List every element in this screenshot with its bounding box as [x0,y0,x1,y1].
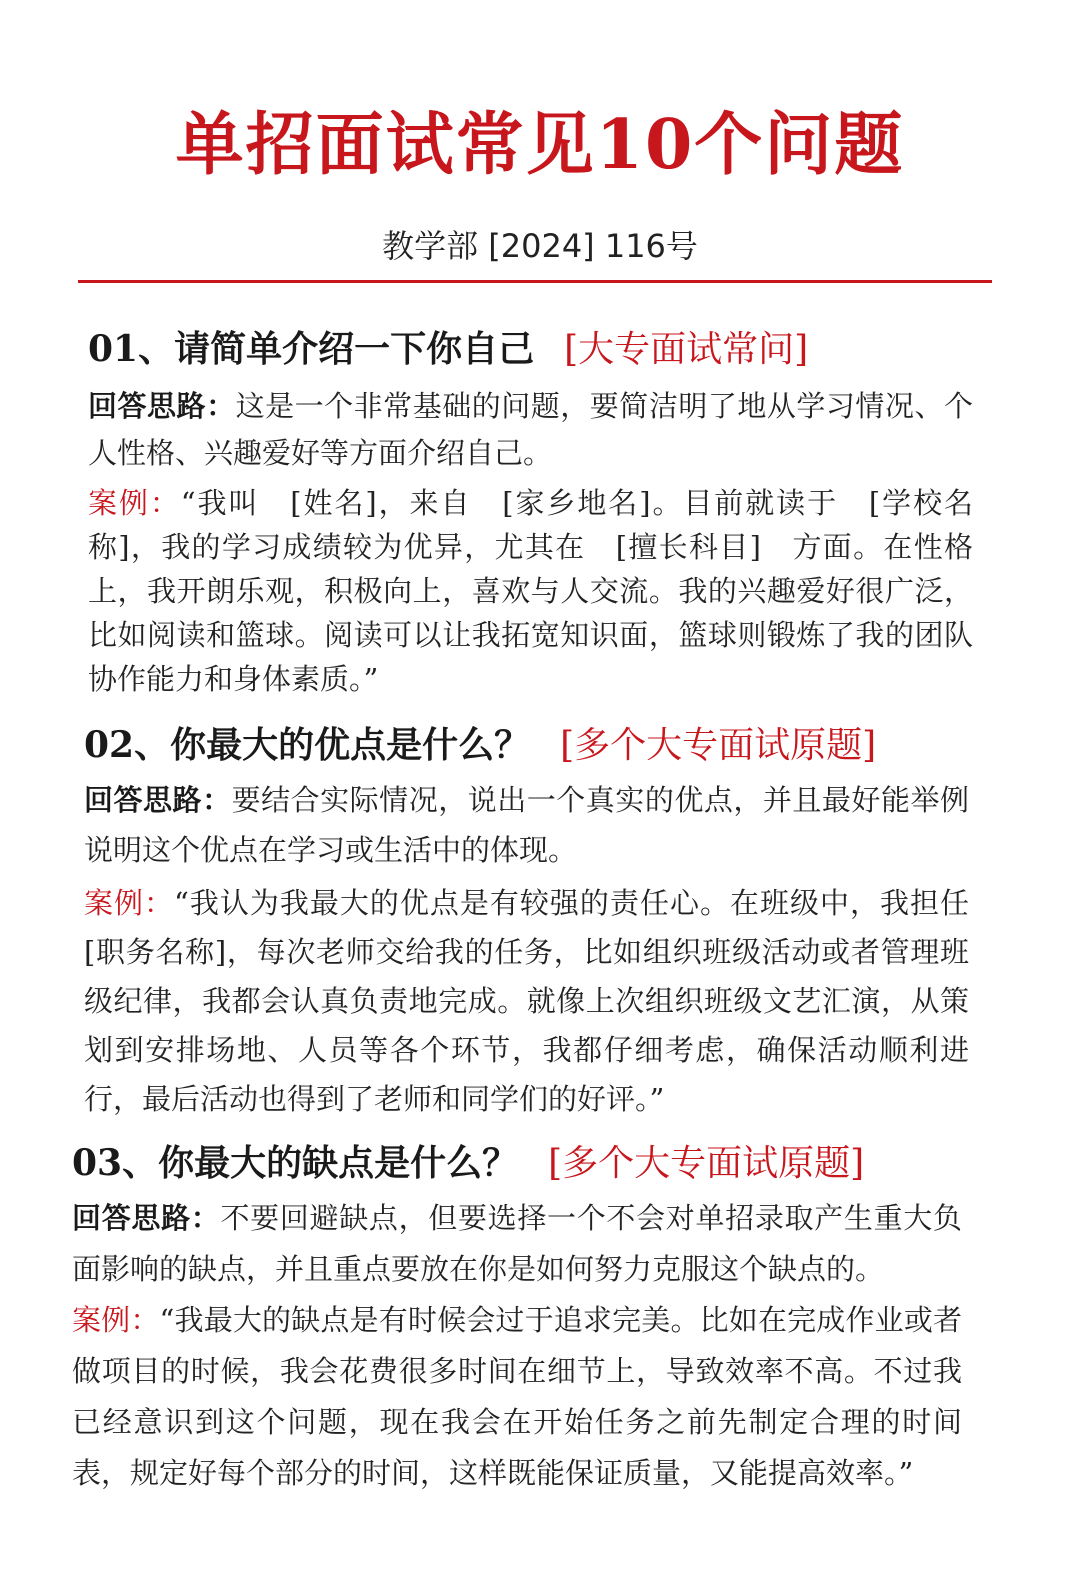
answer-thinking [84,775,969,875]
question-tag: [大专面试常问] [564,329,809,370]
question-heading [88,322,973,377]
question-title: 03、你最大的缺点是什么？ [72,1142,519,1184]
question-title: 01、请简单介绍一下你自己 [88,328,535,370]
thinking-text: 不要回避缺点，但要选择一个不会对单招录取产生重大负面影响的缺点，并且重点要放在你是如何努力克服这个缺点的。 [72,1201,962,1286]
page-title: 单招面试常见10个问题 [175,105,905,185]
example-label: 案例： [72,1303,160,1337]
thinking-label: 回答思路： [88,389,236,423]
thinking-label: 回答思路： [72,1201,221,1235]
answer-example [84,879,999,1124]
thinking-text: 这是一个非常基础的问题，要简洁明了地从学习情况、个人性格、兴趣爱好等方面介绍自己。 [88,389,973,470]
question-section-3 [72,1136,962,1499]
question-tag: [多个大专面试原题] [560,725,877,766]
example-label: 案例： [84,886,175,920]
question-title: 02、你最大的优点是什么？ [84,724,531,766]
question-section-2 [84,718,999,1124]
question-tag: [多个大专面试原题] [548,1143,865,1184]
thinking-label: 回答思路： [84,783,232,817]
example-text: “我叫 [姓名]，来自 [家乡地名]。目前就读于 [学校名称]，我的学习成绩较为优异，尤其在 [擅长科目] 方面。在性格上，我开朗乐观，积极向上，喜欢与人交流。我的兴趣爱好很广泛，比如阅读和篮球。阅读可以让我拓宽知识面，篮球则锻炼了我的团队协作能力和身体素质。” [88,486,973,696]
answer-thinking [72,1193,962,1295]
thinking-text: 要结合实际情况，说出一个真实的优点，并且最好能举例说明这个优点在学习或生活中的体现。 [84,783,969,867]
answer-thinking [88,383,973,477]
answer-example [88,481,973,701]
question-section-1 [88,322,973,701]
question-heading [84,718,969,773]
question-heading [72,1136,962,1191]
document-number: 教学部 [2024] 116号 [382,227,698,265]
answer-example [72,1295,962,1499]
header-divider [78,280,992,283]
example-text: “我最大的缺点是有时候会过于追求完美。比如在完成作业或者做项目的时候，我会花费很多时间在细节上，导致效率不高。不过我已经意识到这个问题，现在我会在开始任务之前先制定合理的时间表，规定好每个部分的时间，这样既能保证质量，又能提高效率。” [72,1303,962,1490]
example-label: 案例： [88,486,181,520]
example-text: “我认为我最大的优点是有较强的责任心。在班级中，我担任 [职务名称]，每次老师交给我的任务，比如组织班级活动或者管理班级纪律，我都会认真负责地完成。就像上次组织班级文艺汇演，从策划到安排场地、人员等各个环节，我都仔细考虑，确保活动顺利进行，最后活动也得到了老师和同学们的好评。” [84,886,999,1116]
